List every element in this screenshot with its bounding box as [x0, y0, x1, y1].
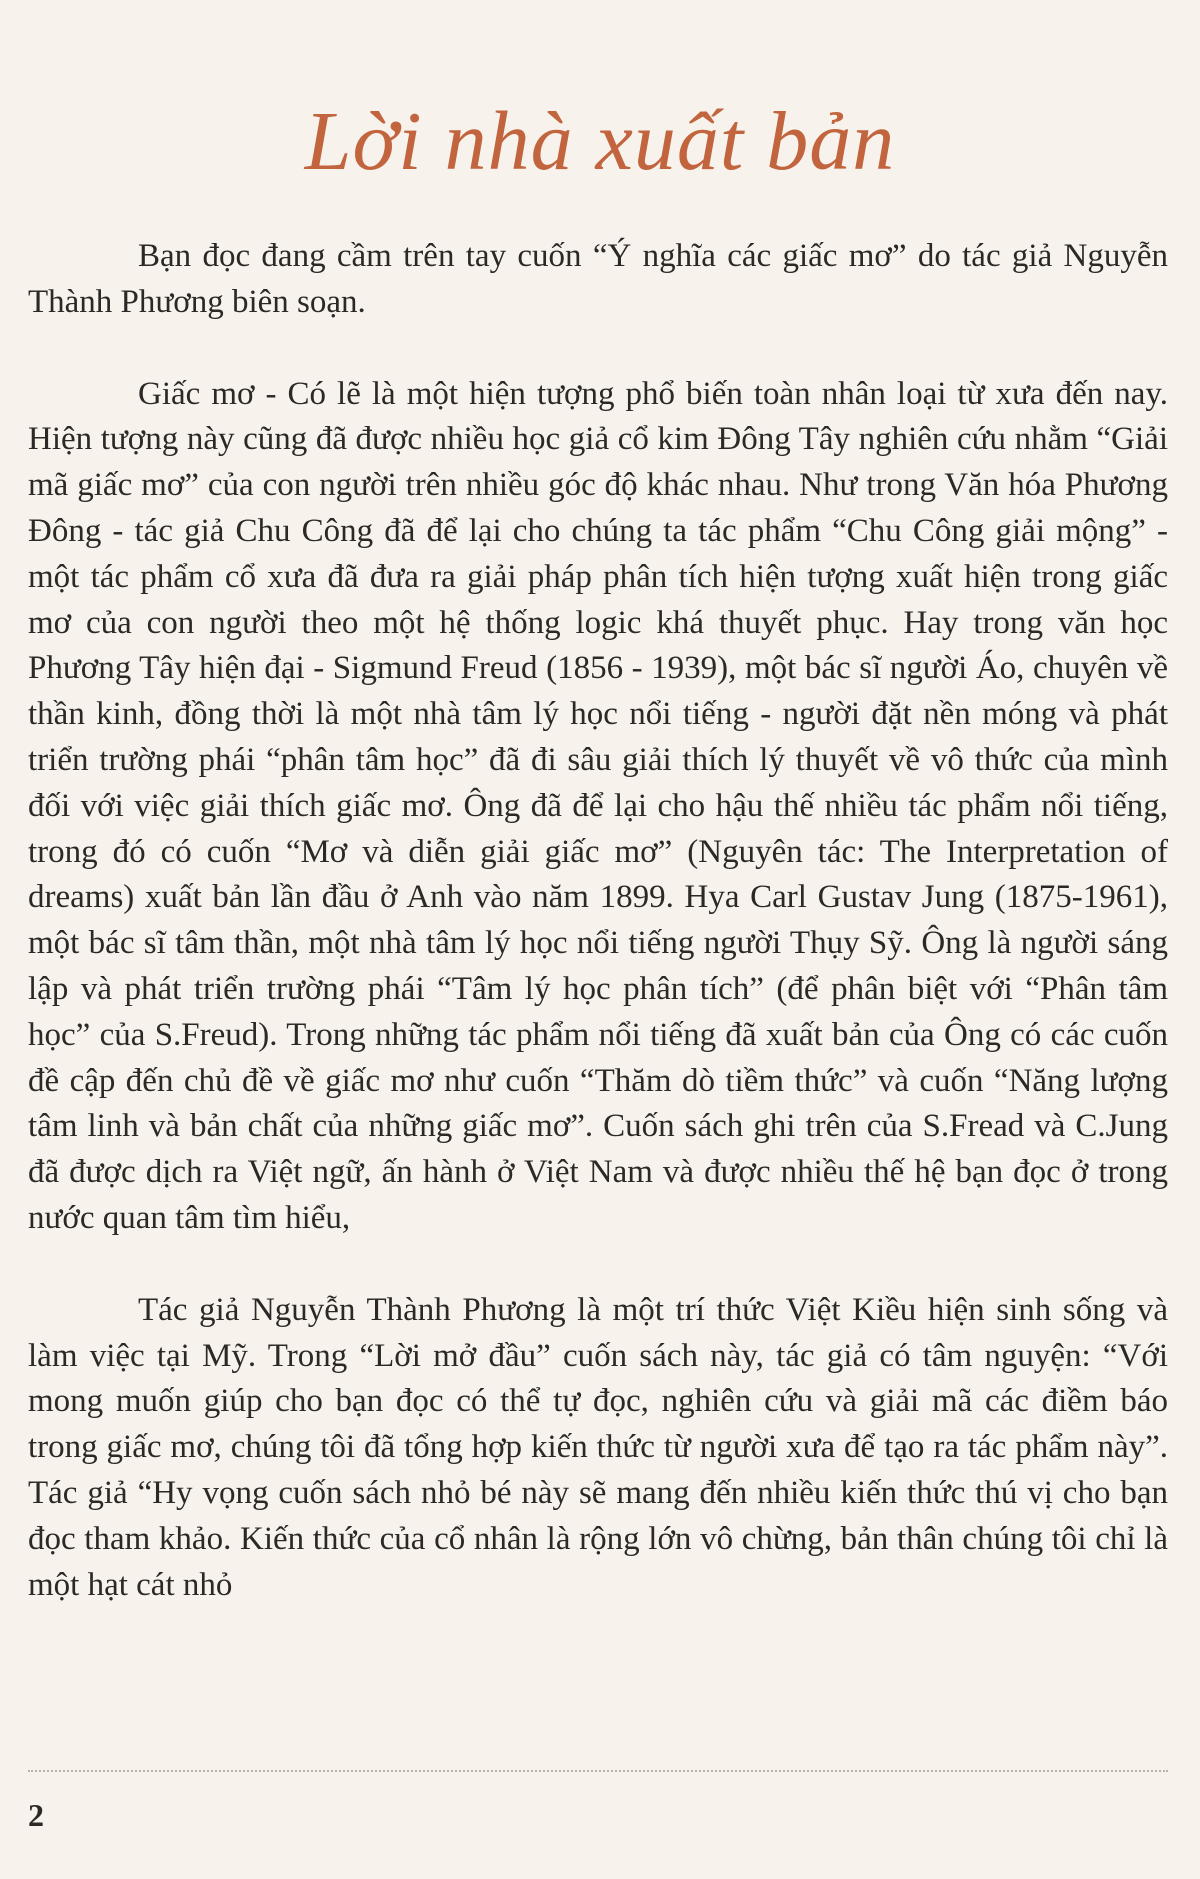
page-title: Lời nhà xuất bản	[304, 95, 896, 188]
body-text	[28, 234, 1168, 1608]
footer-divider	[28, 1770, 1168, 1772]
page-number: 2	[28, 1797, 44, 1833]
paragraph-1: Bạn đọc đang cầm trên tay cuốn “Ý nghĩa các giấc mơ” do tác giả Nguyễn Thành Phương biên soạn.	[28, 238, 1168, 320]
paragraph-3: Tác giả Nguyễn Thành Phương là một trí thức Việt Kiều hiện sinh sống và làm việc tại Mỹ. Trong “Lời mở đầu” cuốn sách này, tác giả có tâm nguyện: “Với mong muốn giúp cho bạn đọc có thể tự đọc, nghiên cứu và giải mã các điềm báo trong giấc mơ, chúng tôi đã tổng hợp kiến thức từ người xưa để tạo ra tác phẩm này”. Tác giả “Hy vọng cuốn sách nhỏ bé này sẽ mang đến nhiều kiến thức thú vị cho bạn đọc tham khảo. Kiến thức của cổ nhân là rộng lớn vô chừng, bản thân chúng tôi chỉ là một hạt cát nhỏ	[28, 1291, 1168, 1603]
paragraph-2: Giấc mơ - Có lẽ là một hiện tượng phổ biến toàn nhân loại từ xưa đến nay. Hiện tượng này cũng đã được nhiều học giả cổ kim Đông Tây nghiên cứu nhằm “Giải mã giấc mơ” của con người trên nhiều góc độ khác nhau. Như trong Văn hóa Phương Đông - tác giả Chu Công đã để lại cho chúng ta tác phẩm “Chu Công giải mộng” - một tác phẩm cổ xưa đã đưa ra giải pháp phân tích hiện tượng xuất hiện trong giấc mơ của con người theo một hệ thống logic khá thuyết phục. Hay trong văn học Phương Tây hiện đại - Sigmund Freud (1856 - 1939), một bác sĩ người Áo, chuyên về thần kinh, đồng thời là một nhà tâm lý học nổi tiếng - người đặt nền móng và phát triển trường phái “phân tâm học” đã đi sâu giải thích lý thuyết về vô thức của mình đối với việc giải thích giấc mơ. Ông đã để lại cho hậu thế nhiều tác phẩm nổi tiếng, trong đó có cuốn “Mơ và diễn giải giấc mơ” (Nguyên tác: The Interpretation of dreams) xuất bản lần đầu ở Anh vào năm 1899. Hya Carl Gustav Jung (1875-1961), một bác sĩ tâm thần, một nhà tâm lý học nổi tiếng người Thụy Sỹ. Ông là người sáng lập và phát triển trường phái “Tâm lý học phân tích” (để phân biệt với “Phân tâm học” của S.Freud). Trong những tác phẩm nổi tiếng đã xuất bản của Ông có các cuốn đề cập đến chủ đề về giấc mơ như cuốn “Thăm dò tiềm thức” và cuốn “Năng lượng tâm linh và bản chất của những giấc mơ”. Cuốn sách ghi trên của S.Fread và C.Jung đã được dịch ra Việt ngữ, ấn hành ở Việt Nam và được nhiều thế hệ bạn đọc ở trong nước quan tâm tìm hiểu,	[28, 375, 1168, 1236]
